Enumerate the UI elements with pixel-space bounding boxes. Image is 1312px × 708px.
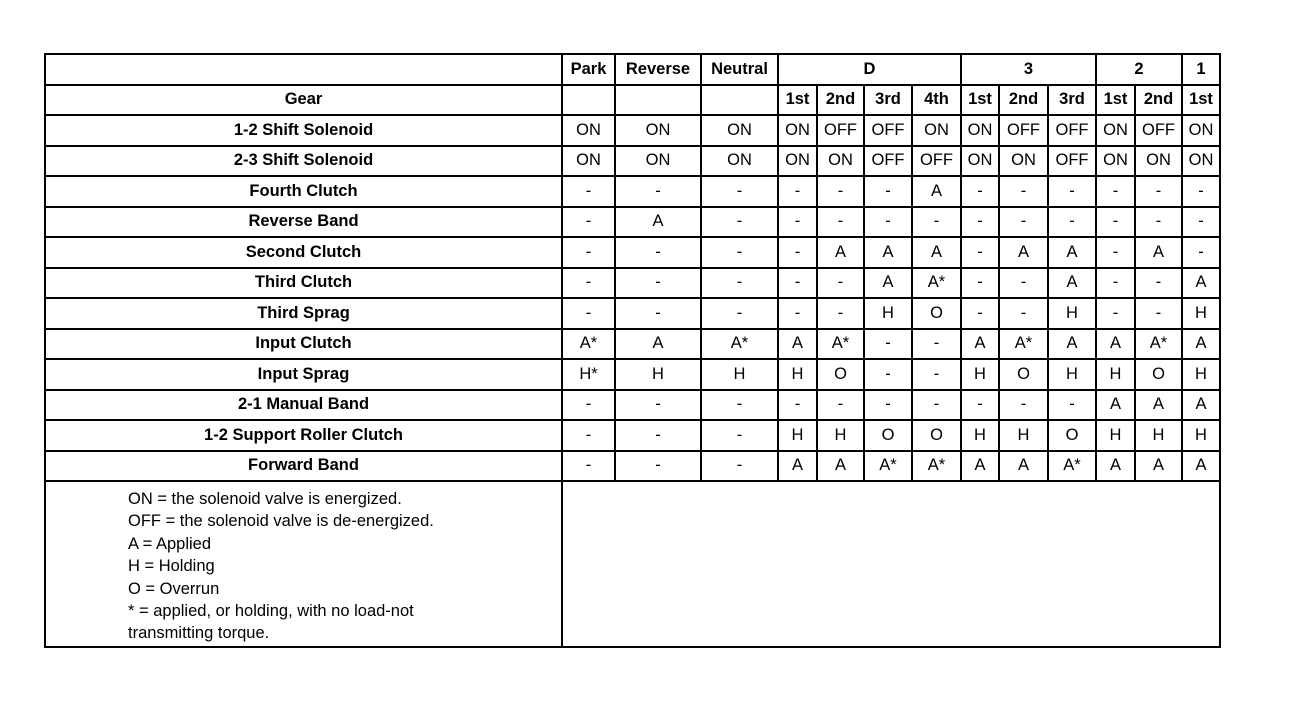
legend-line: A = Applied: [128, 534, 212, 553]
table-cell: ON: [778, 115, 817, 146]
table-cell: OFF: [912, 146, 961, 177]
range-header-2: 2: [1096, 54, 1182, 85]
row-label-third-sprag: Third Sprag: [45, 298, 562, 329]
table-cell: ON: [1096, 115, 1135, 146]
table-cell: OFF: [864, 115, 912, 146]
table-cell: -: [864, 176, 912, 207]
table-cell: OFF: [999, 115, 1048, 146]
table-cell: -: [562, 237, 615, 268]
legend-row: [45, 481, 1220, 647]
table-cell: O: [999, 359, 1048, 390]
table-row: [45, 176, 1220, 207]
row-label-reverse-band: Reverse Band: [45, 207, 562, 238]
range-header-1: 1: [1182, 54, 1220, 85]
table-cell: -: [817, 207, 864, 238]
table-cell: -: [912, 329, 961, 360]
table-cell: ON: [615, 115, 701, 146]
table-row: [45, 115, 1220, 146]
table-cell: A: [1096, 329, 1135, 360]
table-cell: -: [817, 176, 864, 207]
range-header-neutral: Neutral: [701, 54, 778, 85]
table-cell: -: [562, 298, 615, 329]
table-row: [45, 298, 1220, 329]
table-cell: -: [912, 390, 961, 421]
table-cell: -: [778, 237, 817, 268]
table-cell: ON: [562, 115, 615, 146]
table-cell: -: [961, 268, 999, 299]
table-cell: A*: [864, 451, 912, 482]
table-cell: A: [1048, 329, 1096, 360]
table-cell: -: [1096, 207, 1135, 238]
table-cell: -: [817, 268, 864, 299]
table-cell: H: [864, 298, 912, 329]
table-cell: -: [701, 420, 778, 451]
table-cell: ON: [999, 146, 1048, 177]
table-cell: -: [778, 207, 817, 238]
table-cell: ON: [701, 146, 778, 177]
table-row: [45, 207, 1220, 238]
table-cell: O: [912, 298, 961, 329]
row-label-2-3-shift-solenoid: 2-3 Shift Solenoid: [45, 146, 562, 177]
table-cell: A: [1182, 268, 1220, 299]
table-cell: -: [562, 420, 615, 451]
table-cell: -: [701, 390, 778, 421]
row-label-1-2-support-roller-clutch: 1-2 Support Roller Clutch: [45, 420, 562, 451]
table-cell: H: [817, 420, 864, 451]
table-cell: -: [999, 268, 1048, 299]
table-cell: -: [562, 268, 615, 299]
table-cell: H: [1182, 359, 1220, 390]
table-cell: -: [1096, 268, 1135, 299]
table-cell: -: [912, 359, 961, 390]
table-cell: A: [615, 329, 701, 360]
table-cell: O: [817, 359, 864, 390]
table-cell: -: [817, 390, 864, 421]
table-cell: H: [1096, 359, 1135, 390]
table-cell: -: [999, 390, 1048, 421]
gear-header: 1st: [961, 85, 999, 116]
table-row: [45, 420, 1220, 451]
table-cell: OFF: [864, 146, 912, 177]
table-cell: H: [778, 420, 817, 451]
gear-header: 2nd: [999, 85, 1048, 116]
table-cell: OFF: [1048, 115, 1096, 146]
table-cell: -: [562, 390, 615, 421]
table-cell: -: [1048, 207, 1096, 238]
table-cell: OFF: [1048, 146, 1096, 177]
shift-chart: [44, 53, 1221, 648]
table-cell: A: [864, 268, 912, 299]
table-cell: H: [1048, 359, 1096, 390]
gear-header: 2nd: [1135, 85, 1182, 116]
table-cell: A*: [912, 451, 961, 482]
table-cell: -: [999, 298, 1048, 329]
table-cell: A*: [562, 329, 615, 360]
table-cell: ON: [1182, 146, 1220, 177]
table-cell: -: [961, 176, 999, 207]
table-cell: ON: [912, 115, 961, 146]
table-cell: A*: [701, 329, 778, 360]
corner-cell: [45, 54, 562, 85]
legend-empty-area: [562, 481, 1220, 647]
table-cell: -: [817, 298, 864, 329]
table-cell: -: [615, 298, 701, 329]
table-cell: OFF: [817, 115, 864, 146]
table-cell: -: [615, 268, 701, 299]
table-cell: A: [1182, 329, 1220, 360]
gear-header: 1st: [778, 85, 817, 116]
table-cell: -: [864, 359, 912, 390]
table-cell: A: [1135, 390, 1182, 421]
legend-line: * = applied, or holding, with no load-not: [128, 602, 414, 621]
table-cell: -: [1135, 298, 1182, 329]
table-cell: -: [1048, 176, 1096, 207]
table-row: [45, 390, 1220, 421]
table-cell: O: [864, 420, 912, 451]
gear-header: 3rd: [1048, 85, 1096, 116]
table-cell: A: [1048, 237, 1096, 268]
table-cell: -: [778, 390, 817, 421]
table-cell: -: [1135, 207, 1182, 238]
table-cell: ON: [961, 115, 999, 146]
range-header-row: [45, 54, 1220, 85]
row-label-1-2-shift-solenoid: 1-2 Shift Solenoid: [45, 115, 562, 146]
gear-header-row: [45, 85, 1220, 116]
table-cell: -: [562, 451, 615, 482]
table-cell: A: [1135, 451, 1182, 482]
table-cell: H: [1182, 298, 1220, 329]
table-cell: ON: [615, 146, 701, 177]
gear-header: [562, 85, 615, 116]
range-header-3: 3: [961, 54, 1096, 85]
table-cell: ON: [817, 146, 864, 177]
legend-line: H = Holding: [128, 557, 215, 576]
table-cell: -: [701, 176, 778, 207]
table-cell: ON: [1135, 146, 1182, 177]
table-cell: -: [864, 207, 912, 238]
row-label-2-1-manual-band: 2-1 Manual Band: [45, 390, 562, 421]
table-cell: -: [1096, 176, 1135, 207]
table-cell: A: [912, 237, 961, 268]
table-cell: -: [961, 390, 999, 421]
legend-line: transmitting torque.: [128, 624, 270, 643]
table-cell: A: [778, 329, 817, 360]
table-cell: -: [1182, 207, 1220, 238]
range-header-reverse: Reverse: [615, 54, 701, 85]
table-cell: -: [615, 176, 701, 207]
table-cell: A: [615, 207, 701, 238]
row-label-fourth-clutch: Fourth Clutch: [45, 176, 562, 207]
table-cell: A: [1135, 237, 1182, 268]
range-header-d: D: [778, 54, 961, 85]
row-label-second-clutch: Second Clutch: [45, 237, 562, 268]
table-cell: -: [912, 207, 961, 238]
table-cell: -: [615, 451, 701, 482]
table-cell: H*: [562, 359, 615, 390]
table-cell: -: [1182, 237, 1220, 268]
table-cell: OFF: [1135, 115, 1182, 146]
table-cell: H: [961, 359, 999, 390]
table-cell: H: [701, 359, 778, 390]
row-label-forward-band: Forward Band: [45, 451, 562, 482]
table-cell: A: [1182, 390, 1220, 421]
gear-header: 2nd: [817, 85, 864, 116]
gear-header: [701, 85, 778, 116]
shift-chart-table: [44, 53, 1221, 648]
table-cell: -: [999, 176, 1048, 207]
legend: [45, 481, 562, 647]
gear-header: 3rd: [864, 85, 912, 116]
table-cell: A*: [999, 329, 1048, 360]
table-cell: A: [961, 451, 999, 482]
table-cell: H: [778, 359, 817, 390]
table-cell: -: [1096, 237, 1135, 268]
table-cell: -: [864, 329, 912, 360]
table-cell: O: [1135, 359, 1182, 390]
table-row: [45, 146, 1220, 177]
table-row: [45, 451, 1220, 482]
table-cell: O: [912, 420, 961, 451]
gear-header: 1st: [1182, 85, 1220, 116]
table-cell: A: [999, 451, 1048, 482]
table-cell: -: [1182, 176, 1220, 207]
gear-header: 4th: [912, 85, 961, 116]
table-cell: O: [1048, 420, 1096, 451]
table-cell: ON: [1096, 146, 1135, 177]
table-cell: -: [615, 420, 701, 451]
table-cell: -: [1096, 298, 1135, 329]
table-cell: -: [1135, 268, 1182, 299]
table-row: [45, 237, 1220, 268]
table-cell: H: [1135, 420, 1182, 451]
table-cell: -: [701, 268, 778, 299]
table-cell: -: [961, 237, 999, 268]
table-cell: ON: [1182, 115, 1220, 146]
gear-label: Gear: [45, 85, 562, 116]
table-cell: -: [961, 207, 999, 238]
table-cell: -: [778, 268, 817, 299]
table-cell: A*: [817, 329, 864, 360]
table-cell: -: [615, 237, 701, 268]
table-row: [45, 359, 1220, 390]
table-cell: H: [1182, 420, 1220, 451]
table-cell: -: [701, 207, 778, 238]
table-cell: A*: [912, 268, 961, 299]
table-cell: -: [961, 298, 999, 329]
table-cell: -: [701, 451, 778, 482]
table-cell: -: [778, 176, 817, 207]
table-cell: H: [1048, 298, 1096, 329]
table-cell: H: [999, 420, 1048, 451]
table-cell: A: [778, 451, 817, 482]
table-cell: -: [701, 298, 778, 329]
legend-line: ON = the solenoid valve is energized.: [128, 490, 402, 508]
table-cell: ON: [701, 115, 778, 146]
table-cell: -: [701, 237, 778, 268]
table-row: [45, 268, 1220, 299]
table-cell: A*: [1135, 329, 1182, 360]
table-cell: -: [1048, 390, 1096, 421]
table-cell: A: [999, 237, 1048, 268]
table-cell: A: [912, 176, 961, 207]
row-label-input-clutch: Input Clutch: [45, 329, 562, 360]
table-cell: ON: [562, 146, 615, 177]
range-header-park: Park: [562, 54, 615, 85]
table-cell: A: [1048, 268, 1096, 299]
table-cell: -: [778, 298, 817, 329]
table-cell: A: [817, 237, 864, 268]
legend-line: O = Overrun: [128, 579, 220, 598]
table-cell: H: [615, 359, 701, 390]
table-cell: A: [1096, 451, 1135, 482]
table-cell: -: [1135, 176, 1182, 207]
row-label-input-sprag: Input Sprag: [45, 359, 562, 390]
table-cell: H: [961, 420, 999, 451]
table-cell: A: [961, 329, 999, 360]
table-cell: A*: [1048, 451, 1096, 482]
table-cell: A: [1096, 390, 1135, 421]
table-cell: -: [562, 176, 615, 207]
table-cell: -: [615, 390, 701, 421]
table-cell: A: [864, 237, 912, 268]
gear-header: 1st: [1096, 85, 1135, 116]
table-cell: -: [999, 207, 1048, 238]
table-cell: ON: [778, 146, 817, 177]
table-cell: -: [562, 207, 615, 238]
table-cell: A: [817, 451, 864, 482]
table-cell: -: [864, 390, 912, 421]
row-label-third-clutch: Third Clutch: [45, 268, 562, 299]
table-cell: A: [1182, 451, 1220, 482]
gear-header: [615, 85, 701, 116]
table-cell: ON: [961, 146, 999, 177]
table-cell: H: [1096, 420, 1135, 451]
table-row: [45, 329, 1220, 360]
legend-line: OFF = the solenoid valve is de-energized.: [128, 512, 434, 531]
